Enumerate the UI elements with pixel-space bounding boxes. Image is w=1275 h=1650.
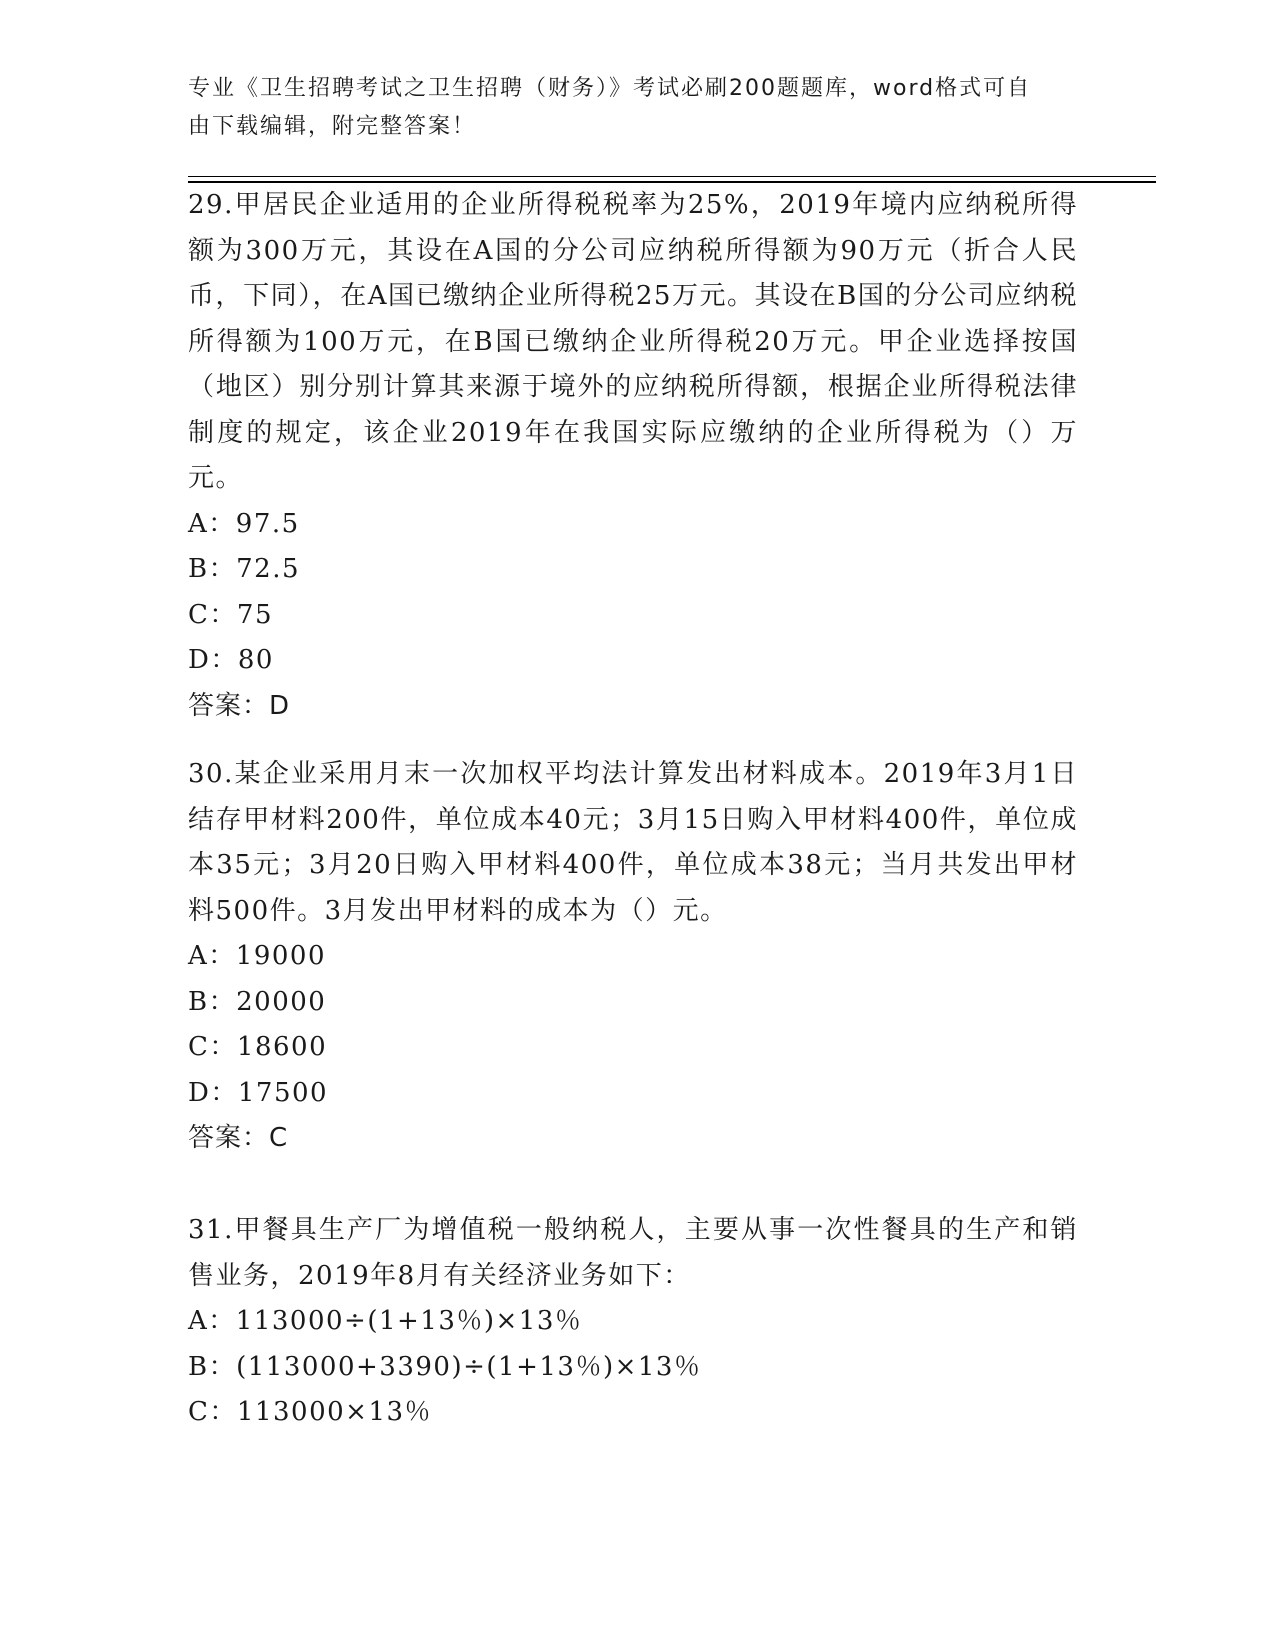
option-d (188, 638, 1078, 684)
option-a (188, 1299, 1078, 1345)
option-a (188, 934, 1078, 980)
option-value: 18600 (236, 1032, 328, 1062)
option-label: B： (188, 554, 237, 584)
option-value: 113000×13％ (236, 1397, 433, 1427)
option-value: 19000 (235, 941, 326, 971)
option-value: 113000÷(1+13％)×13％ (235, 1306, 583, 1336)
option-value: 72.5 (236, 554, 300, 584)
question-text: 29.甲居民企业适用的企业所得税税率为25%，2019年境内应纳税所得额为300万元，其设在A国的分公司应纳税所得额为90万元（折合人民币，下同），在A国已缴纳企业所得税25万元。其设在B国的分公司应纳税所得额为100万元，在B国已缴纳企业所得税20万元。甲企业选择按国（地区）别分别计算其来源于境外的应纳税所得额，根据企业所得税法律制度的规定，该企业2019年在我国实际应缴纳的企业所得税为（）万元。 (188, 190, 1078, 493)
question-text: 30.某企业采用月末一次加权平均法计算发出材料成本。2019年3月1日结存甲材料200件，单位成本40元；3月15日购入甲材料400件，单位成本35元；3月20日购入甲材料400件，单位成本38元；当月共发出甲材料500件。3月发出甲材料的成本为（）元。 (188, 759, 1078, 926)
option-value: (113000+3390)÷(1+13％)×13％ (236, 1351, 702, 1382)
header-line-2: 由下载编辑，附完整答案！ (188, 114, 477, 139)
option-b (188, 1345, 1078, 1391)
option-value: 97.5 (235, 508, 300, 539)
option-label: C： (188, 1397, 237, 1427)
option-label: D： (188, 1077, 238, 1108)
option-label: B： (188, 1351, 237, 1382)
option-label: A： (188, 941, 236, 971)
option-label: D： (188, 645, 238, 675)
option-b (188, 980, 1078, 1026)
option-c (188, 593, 1078, 639)
question-29 (188, 183, 1078, 729)
option-label: A： (188, 1306, 236, 1336)
header-line-1: 专业《卫生招聘考试之卫生招聘（财务）》考试必刷200题题库，word格式可自 (188, 76, 1032, 101)
option-value: 75 (236, 599, 273, 630)
option-b (188, 547, 1078, 593)
answer: 答案：C (188, 1123, 289, 1153)
option-label: A： (188, 508, 236, 539)
answer: 答案：D (188, 690, 291, 721)
option-value: 20000 (236, 986, 327, 1017)
option-a (188, 502, 1078, 548)
option-label: C： (188, 599, 237, 630)
option-c (188, 1390, 1078, 1436)
question-31 (188, 1208, 1078, 1436)
option-value: 80 (237, 645, 274, 675)
header-divider-thin (188, 176, 1156, 177)
question-text: 31.甲餐具生产厂为增值税一般纳税人，主要从事一次性餐具的生产和销售业务，2019年8月有关经济业务如下： (188, 1215, 1078, 1291)
option-label: C： (188, 1032, 237, 1062)
option-value: 17500 (237, 1077, 329, 1108)
option-d (188, 1071, 1078, 1117)
question-30 (188, 752, 1078, 1162)
option-c (188, 1025, 1078, 1071)
document-header (188, 70, 1078, 146)
option-label: B： (188, 986, 237, 1017)
